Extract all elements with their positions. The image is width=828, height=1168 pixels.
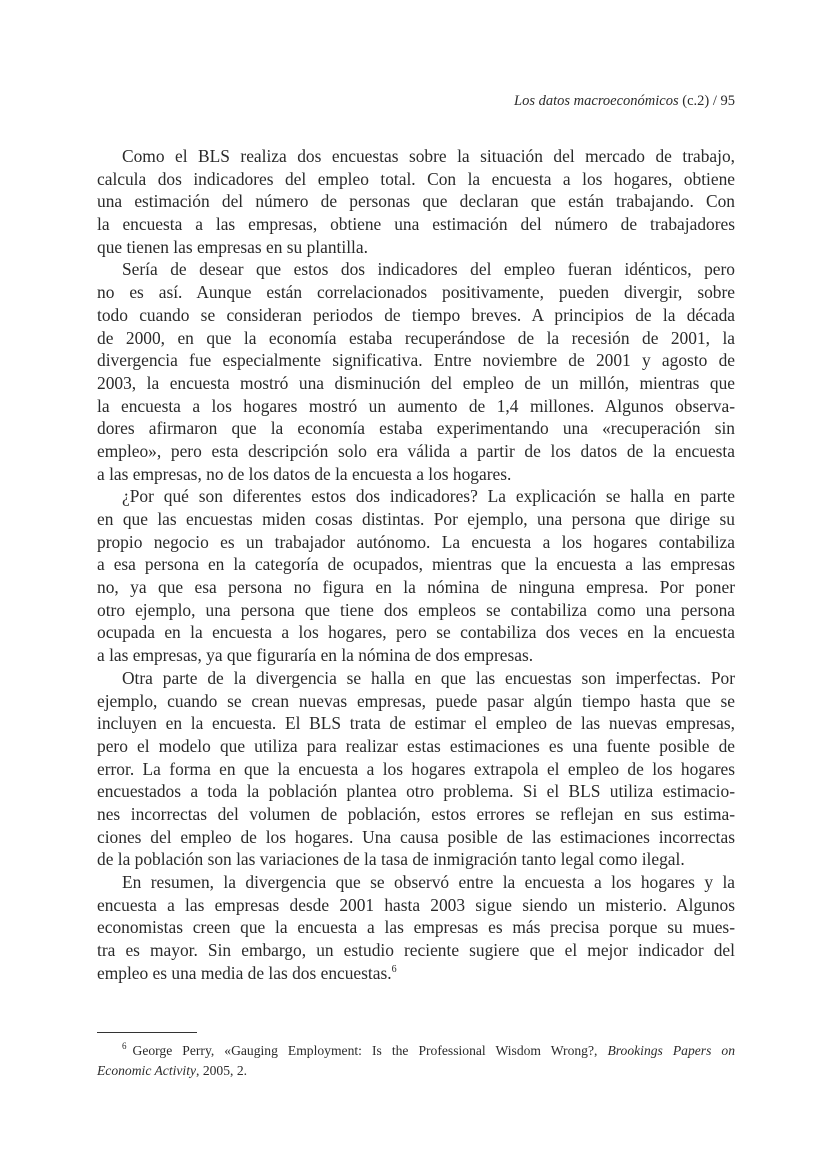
text-line xyxy=(97,372,735,395)
body-text xyxy=(97,145,735,984)
text-line xyxy=(97,712,735,735)
text-line xyxy=(97,145,735,168)
footnote-divider xyxy=(97,1032,197,1033)
text-line xyxy=(97,576,735,599)
text-line xyxy=(97,621,735,644)
footnote-number: 6 xyxy=(122,1041,127,1051)
line-text: nes incorrectas del volumen de población, estos errores se reflejan en sus estima- xyxy=(97,803,735,824)
paragraph xyxy=(97,258,735,485)
footnote-reference[interactable]: 6 xyxy=(391,963,397,975)
text-line xyxy=(97,599,735,622)
text-line xyxy=(97,871,735,894)
line-text: ocupada en la encuesta a los hogares, pero se contabiliza dos veces en la encuesta xyxy=(97,622,735,643)
text-line xyxy=(97,962,735,985)
text-line xyxy=(97,213,735,236)
text-line xyxy=(97,508,735,531)
text-line xyxy=(97,440,735,463)
line-text: propio negocio es un trabajador autónomo. La encuesta a los hogares contabiliza xyxy=(97,531,735,552)
running-header xyxy=(514,93,735,110)
line-text: pero el modelo que utiliza para realizar estas estimaciones es una fuente posible de xyxy=(97,735,735,756)
line-text: error. La forma en que la encuesta a los hogares extrapola el empleo de los hogares xyxy=(97,758,735,779)
text-line xyxy=(97,644,735,667)
line-text: Sería de desear que estos dos indicadores del empleo fueran idénticos, pero xyxy=(122,259,735,280)
text-line xyxy=(97,803,735,826)
text-line xyxy=(97,758,735,781)
paragraph xyxy=(97,145,735,258)
line-text: de la población son las variaciones de la tasa de inmigración tanto legal como ilegal. xyxy=(97,849,685,870)
line-text: economistas creen que la encuesta a las empresas es más precisa porque su mues- xyxy=(97,917,735,938)
line-text: no, ya que esa persona no figura en la nómina de ninguna empresa. Por poner xyxy=(97,577,735,598)
line-text: calcula dos indicadores del empleo total. Con la encuesta a los hogares, obtiene xyxy=(97,168,735,189)
text-line xyxy=(97,553,735,576)
text-line xyxy=(97,826,735,849)
text-line xyxy=(97,190,735,213)
text-line xyxy=(97,735,735,758)
header-separator: / xyxy=(712,93,717,109)
text-line xyxy=(97,327,735,350)
line-text: a las empresas, no de los datos de la encuesta a los hogares. xyxy=(97,463,512,484)
text-line xyxy=(97,417,735,440)
line-text: otro ejemplo, una persona que tiene dos empleos se contabiliza como una persona xyxy=(97,599,735,620)
footnote-line-2 xyxy=(97,1061,735,1081)
text-line xyxy=(97,463,735,486)
line-text: la encuesta a las empresas, obtiene una estimación del número de trabajadores xyxy=(97,214,735,235)
page-number: 95 xyxy=(720,93,735,109)
text-line xyxy=(97,531,735,554)
line-text: tra es mayor. Sin embargo, un estudio reciente sugiere que el mejor indicador del xyxy=(97,940,735,961)
line-text: 2003, la encuesta mostró una disminución del empleo de un millón, mientras que xyxy=(97,372,735,393)
line-text: a las empresas, ya que figuraría en la nómina de dos empresas. xyxy=(97,645,534,666)
paragraph xyxy=(97,871,735,984)
text-line xyxy=(97,690,735,713)
line-text: dores afirmaron que la economía estaba experimentando una «recuperación sin xyxy=(97,418,735,439)
paragraph xyxy=(97,485,735,667)
text-line xyxy=(97,304,735,327)
line-text: encuestados a toda la población plantea otro problema. Si el BLS utiliza estimacio- xyxy=(97,781,735,802)
footnote-journal-cont: Economic Activity xyxy=(97,1063,197,1078)
line-text: a esa persona en la categoría de ocupados, mientras que la encuesta a las empresas xyxy=(97,554,735,575)
paragraph xyxy=(97,667,735,871)
text-line xyxy=(97,281,735,304)
text-line xyxy=(97,667,735,690)
line-text: ¿Por qué son diferentes estos dos indicadores? La explicación se halla en parte xyxy=(122,486,735,507)
line-text: todo cuando se consideran periodos de tiempo breves. A principios de la década xyxy=(97,304,735,325)
header-chapter: (c.2) xyxy=(682,93,710,109)
footnote-journal: Brookings Papers on xyxy=(607,1043,736,1058)
text-line xyxy=(97,939,735,962)
text-line xyxy=(97,485,735,508)
line-text: incluyen en la encuesta. El BLS trata de estimar el empleo de las nuevas empresas, xyxy=(97,713,735,734)
line-text: encuesta a las empresas desde 2001 hasta 2003 sigue siendo un misterio. Algunos xyxy=(97,894,735,915)
footnote-line-1 xyxy=(97,1041,735,1061)
line-text: una estimación del número de personas que declaran que están trabajando. Con xyxy=(97,191,735,212)
footnote xyxy=(97,1041,735,1081)
footnote-text: George Perry, «Gauging Employment: Is the Professional Wisdom Wrong?, xyxy=(132,1043,608,1058)
line-text: no es así. Aunque están correlacionados positivamente, pueden divergir, sobre xyxy=(97,282,735,303)
line-text: de 2000, en que la economía estaba recuperándose de la recesión de 2001, la xyxy=(97,327,735,348)
line-text: empleo», pero esta descripción solo era válida a partir de los datos de la encuesta xyxy=(97,440,735,461)
text-line xyxy=(97,349,735,372)
line-text: empleo es una media de las dos encuestas. xyxy=(97,962,392,983)
text-line xyxy=(97,916,735,939)
line-text: divergencia fue especialmente significativa. Entre noviembre de 2001 y agosto de xyxy=(97,350,735,371)
header-title: Los datos macroeconómicos xyxy=(514,93,679,109)
text-line xyxy=(97,894,735,917)
text-line xyxy=(97,395,735,418)
footnote-text-end: , 2005, 2. xyxy=(196,1063,248,1078)
text-line xyxy=(97,258,735,281)
line-text: En resumen, la divergencia que se observó entre la encuesta a los hogares y la xyxy=(122,872,735,892)
text-line xyxy=(97,780,735,803)
text-line xyxy=(97,848,735,871)
line-text: que tienen las empresas en su plantilla. xyxy=(97,236,368,257)
line-text: ejemplo, cuando se crean nuevas empresas, puede pasar algún tiempo hasta que se xyxy=(97,690,735,711)
line-text: Otra parte de la divergencia se halla en que las encuestas son imperfectas. Por xyxy=(122,667,735,688)
text-line xyxy=(97,168,735,191)
line-text: en que las encuestas miden cosas distintas. Por ejemplo, una persona que dirige su xyxy=(97,509,735,529)
line-text: la encuesta a los hogares mostró un aumento de 1,4 millones. Algunos observa- xyxy=(97,395,735,416)
line-text: ciones del empleo de los hogares. Una causa posible de las estimaciones incorrectas xyxy=(97,826,735,847)
line-text: Como el BLS realiza dos encuestas sobre la situación del mercado de trabajo, xyxy=(122,146,735,166)
text-line xyxy=(97,236,735,259)
